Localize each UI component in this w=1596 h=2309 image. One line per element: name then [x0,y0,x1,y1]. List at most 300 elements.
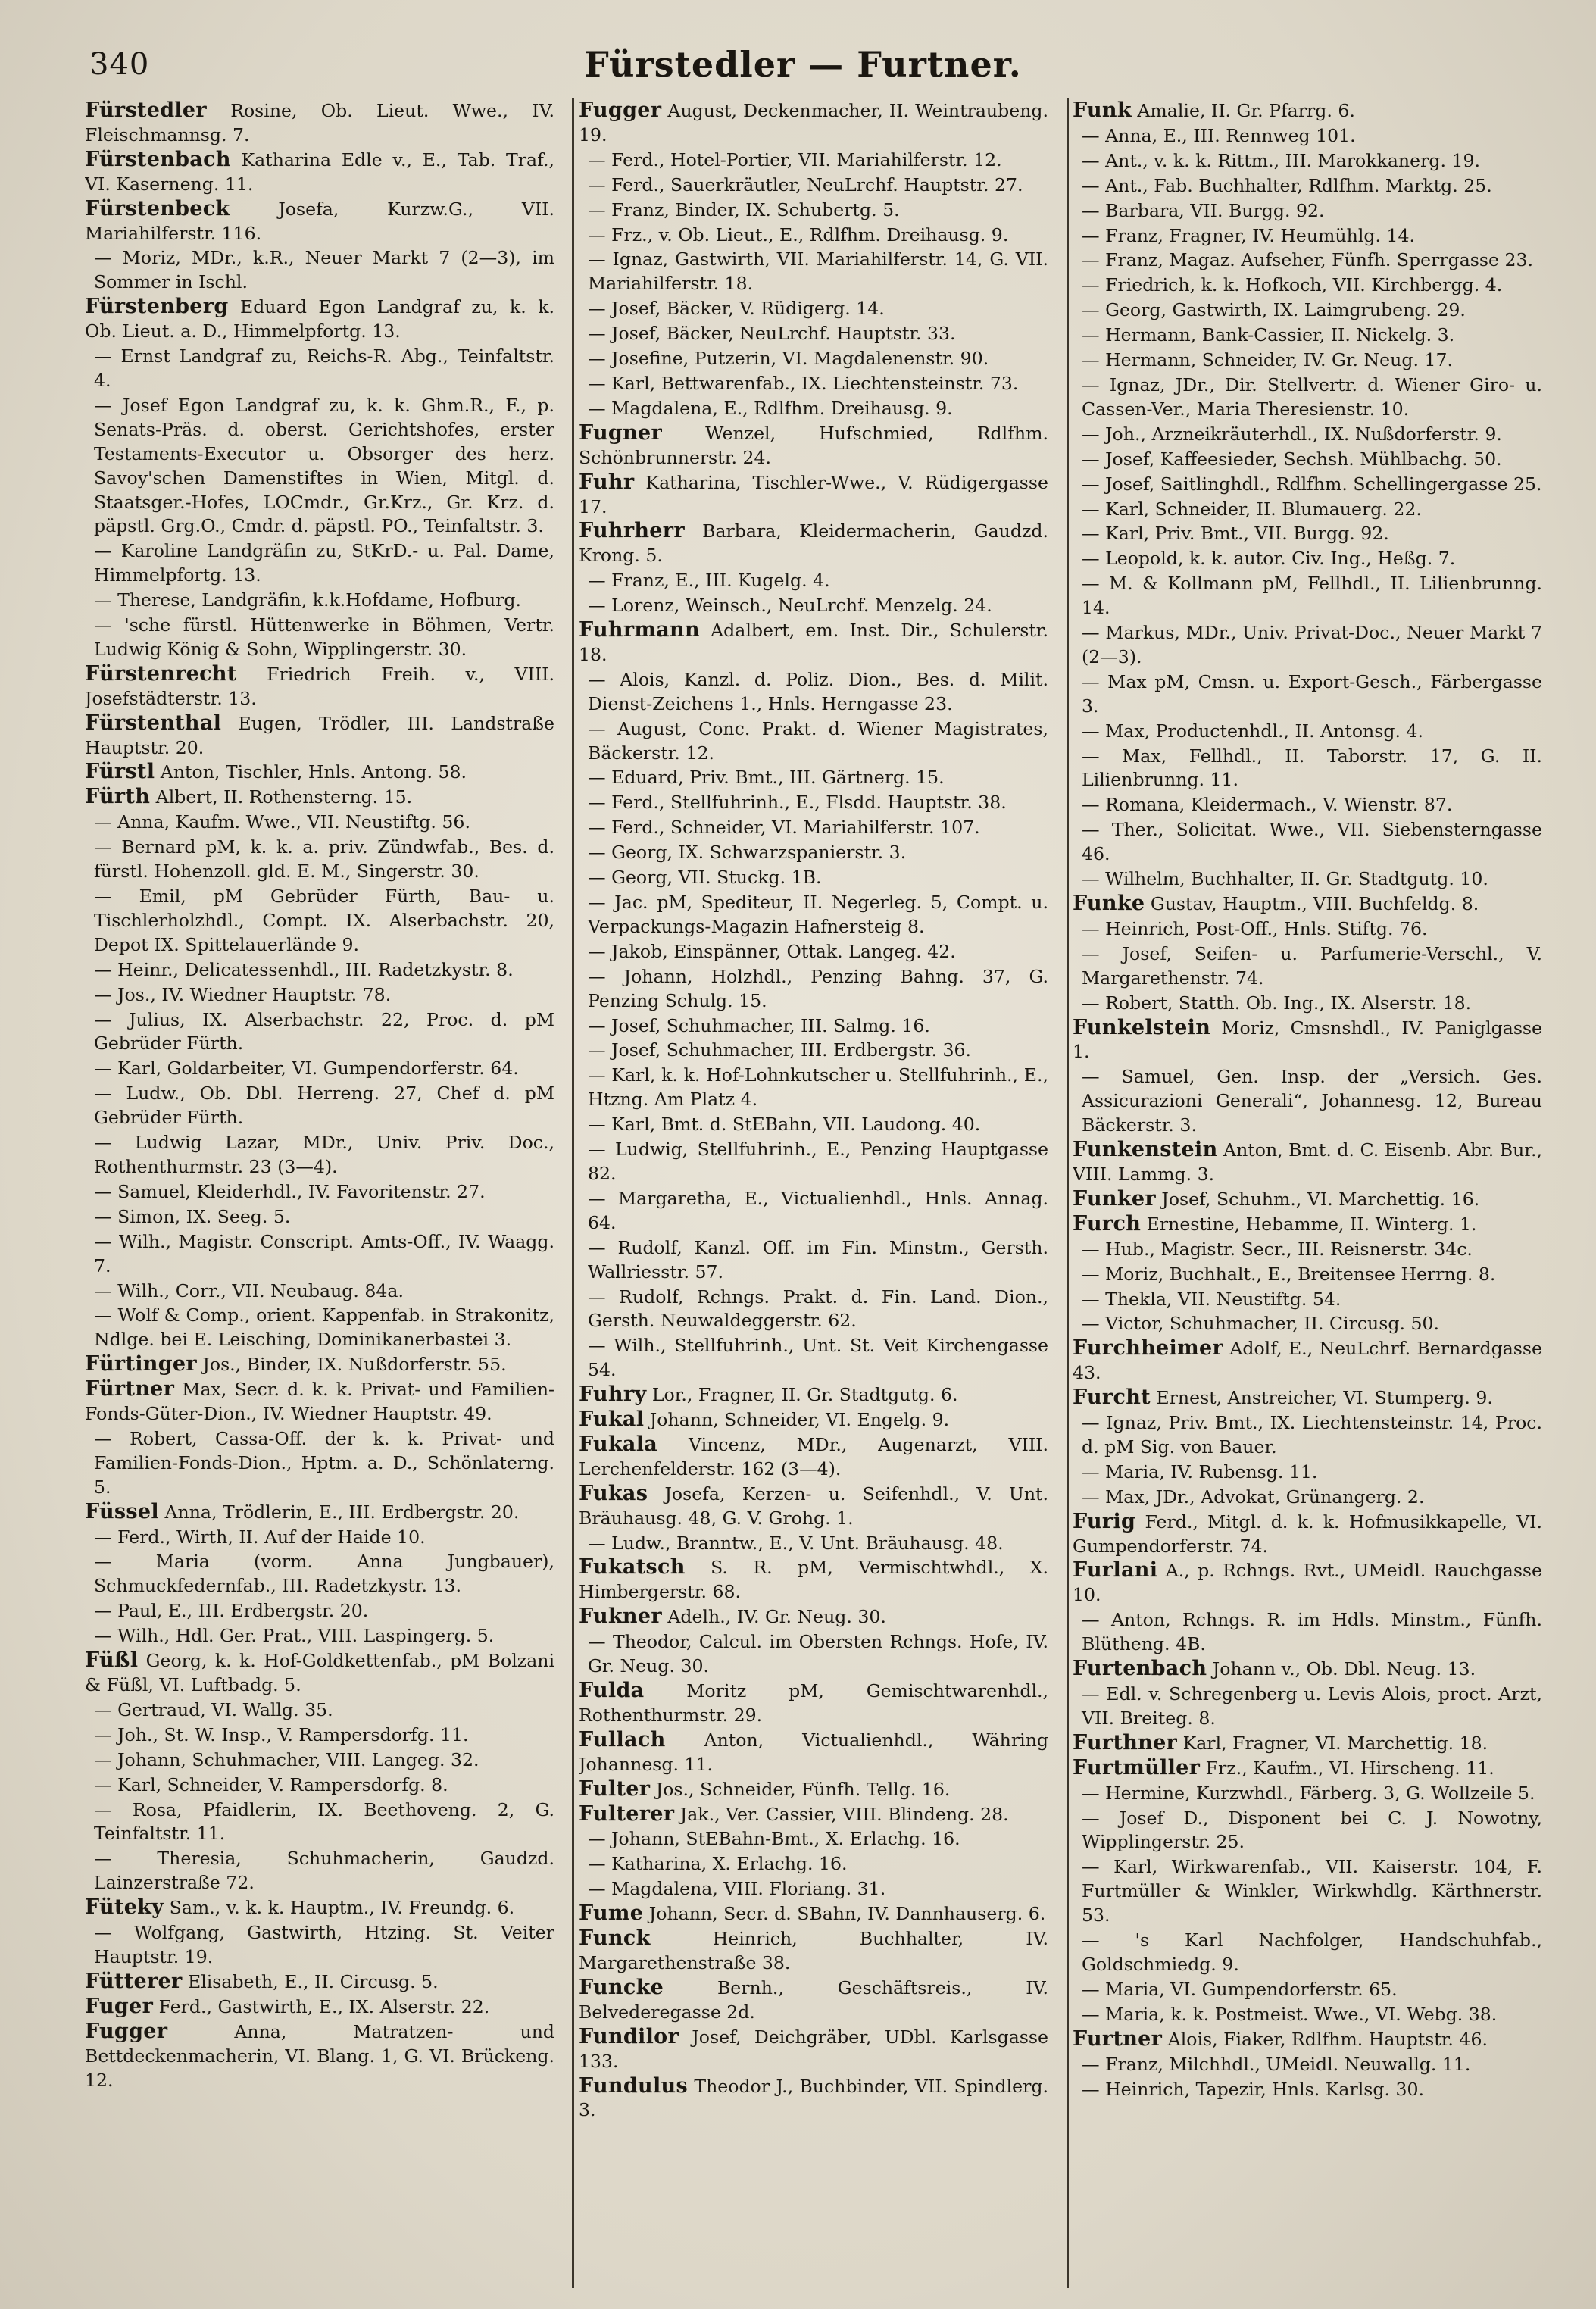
directory-entry [85,1623,554,1648]
entry-surname: Funke [1073,892,1145,915]
entry-details: Alois, Fiaker, Rdlfhm. Hauptstr. 46. [1162,2028,1488,2050]
entry-details: Anton, Victualienhdl., Währing Johannesg. 11. [579,1729,1048,1775]
directory-entry [1073,2002,1542,2027]
entry-details: — Anton, Rchngs. R. im Hdls. Minstm., Fünfh. Blütheng. 4B. [1082,1609,1542,1655]
entry-details: Josef, Schuhm., VI. Marchettig. 16. [1155,1188,1480,1210]
entry-details: Heinrich, Buchhalter, IV. Margarethenstraße 38. [579,1928,1048,1973]
directory-entry [579,1926,1048,1976]
entry-surname: Fürstenbach [85,147,231,171]
entry-details: — Julius, IX. Alserbachstr. 22, Proc. d. pM Gebrüder Fürth. [94,1008,554,1055]
entry-details: Ernest, Anstreicher, VI. Stumperg. 9. [1150,1387,1493,1409]
entry-details: — Jac. pM, Spediteur, II. Negerleg. 5, Compt. u. Verpackungs-Magazin Hafnersteig 8. [588,892,1048,937]
directory-entry [1073,1460,1542,1485]
entry-details: — Ferd., Stellfuhrinh., E., Flsdd. Hauptstr. 38. [588,792,1007,814]
directory-entry [85,785,554,810]
entry-details: — Magdalena, VIII. Floriang. 31. [588,1878,886,1900]
entry-details: — Ernst Landgraf zu, Reichs-R. Abg., Teinfaltstr. 4. [94,345,554,391]
directory-entry [85,1303,554,1352]
directory-entry [579,865,1048,890]
entry-details: — Max, JDr., Advokat, Grünangerg. 2. [1082,1486,1425,1508]
entry-details: — Karl, Bmt. d. StEBahn, VII. Laudong. 40. [588,1114,981,1136]
directory-entry [1073,546,1542,571]
directory-entry [579,371,1048,396]
entry-surname: Fundulus [579,2073,688,2098]
entry-details: — Max, Productenhdl., II. Antonsg. 4. [1082,720,1423,742]
entry-details: — Karoline Landgräfin zu, StKrD.- u. Pal. Dame, Himmelpfortg. 13. [94,540,554,586]
entry-details: — Jos., IV. Wiedner Hauptstr. 78. [94,983,392,1005]
entry-details: — Karl, Schneider, II. Blumauerg. 22. [1082,498,1422,520]
directory-entry [579,519,1048,568]
directory-entry [579,396,1048,421]
entry-details: Ernestine, Hebamme, II. Winterg. 1. [1141,1213,1477,1235]
directory-entry [579,1186,1048,1236]
entry-details: — Johann, Schuhmacher, VIII. Langeg. 32. [94,1748,479,1770]
entry-details: — Robert, Cassa-Off. der k. k. Privat- und Familien-Fonds-Dion., Hptm. a. D., Schönlaterng. 5. [94,1427,554,1498]
directory-entry [1073,1138,1542,1187]
page-number: 340 [89,47,150,82]
directory-entry [1073,1928,1542,1977]
directory-entry [1073,670,1542,719]
directory-entry [85,344,554,393]
entry-surname: Fulterer [579,1801,675,1826]
directory-entry [85,588,554,613]
entry-surname: Fuhrherr [579,519,685,543]
entry-details: August, Deckenmacher, II. Weintraubeng. 19. [579,100,1048,145]
entry-details: — Ferd., Sauerkräutler, NeuLrchf. Hauptstr. 27. [588,173,1023,195]
entry-details: Elisabeth, E., II. Circusg. 5. [182,1970,439,1992]
entry-surname: Furtmüller [1073,1755,1201,1779]
directory-entry [579,1826,1048,1851]
entry-details: Johann, Schneider, VI. Engelg. 9. [644,1409,950,1431]
directory-entry [85,1081,554,1130]
directory-entry [1073,1336,1542,1386]
entry-details: — Hub., Magistr. Secr., III. Reisnerstr. 34c. [1082,1238,1473,1260]
directory-entry [579,1333,1048,1383]
directory-entry [85,1130,554,1179]
entry-details: — Josef, Bäcker, V. Rüdigerg. 14. [588,298,885,320]
entry-details: Jos., Binder, IX. Nußdorferstr. 55. [196,1354,507,1376]
directory-entry [579,321,1048,346]
entry-details: Albert, II. Rothensterng. 15. [150,786,413,808]
entry-surname: Fürstl [85,760,155,784]
entry-details: — Max, Fellhdl., II. Taborstr. 17, G. II. Lilienbrunng. 11. [1082,745,1542,791]
entry-details: Johann, Secr. d. SBahn, IV. Dannhauserg. 6. [643,1903,1046,1925]
entry-details: Barbara, Kleidermacherin, Gaudzd. Krong. 5. [579,520,1048,567]
entry-details: — Rudolf, Rchngs. Prakt. d. Fin. Land. Dion., Gersth. Neuwaldeggerstr. 62. [588,1286,1048,1332]
directory-entry [579,198,1048,223]
entry-details: Anton, Tischler, Hnls. Antong. 58. [155,761,467,783]
entry-details: Friedrich Freih. v., VIII. Josefstädterstr. 13. [85,663,554,709]
entry-details: — Karl, Schneider, V. Rampersdorfg. 8. [94,1773,448,1795]
directory-entry [85,197,554,246]
entry-details: — Theresia, Schuhmacherin, Gaudzd. Lainzerstraße 72. [94,1848,554,1894]
directory-entry [1073,719,1542,744]
entry-details: Eduard Egon Landgraf zu, k. k. Ob. Lieut. a. D., Himmelpfortg. 13. [85,296,554,342]
directory-entry [1073,1287,1542,1312]
entry-surname: Fundilor [579,2024,679,2048]
directory-entry [85,1920,554,1970]
entry-details: — Ferd., Schneider, VI. Mariahilferstr. 107. [588,817,980,839]
directory-entry [1073,472,1542,497]
entry-surname: Funcke [579,1975,664,1999]
directory-entry [579,98,1048,148]
entry-surname: Füteky [85,1895,164,1920]
directory-entry [1073,173,1542,198]
directory-entry [85,295,554,344]
entry-details: — Wilh., Corr., VII. Neubaug. 84a. [94,1279,404,1301]
entry-details: — Emil, pM Gebrüder Fürth, Bau- u. Tischlerholzhdl., Compt. IX. Alserbachstr. 20, Depot IX. Spittelauerlände 9. [94,886,554,955]
entry-details: — Barbara, VII. Burgg. 92. [1082,199,1325,221]
directory-entry [85,613,554,662]
entry-details: S. R. pM, Vermischtwhdl., X. Himbergerstr. 68. [579,1557,1048,1603]
entry-details: — Josef Egon Landgraf zu, k. k. Ghm.R., F., p. Senats-Präs. d. oberst. Gerichtshofes, erster Testaments-Executor u. Obsorger des herz. Savoy'schen Damenstiftes in Wien, Mitgl. d. Staatsger.-Hofes, LOCmdr., Gr.Krz., Gr. Krz. d. päpstl. Grg.O., Cmdr. d. päpstl. PO., Teinfaltstr. 3. [94,394,554,537]
directory-entry [85,958,554,983]
entry-surname: Fukala [579,1432,658,1456]
directory-entry [1073,867,1542,892]
entry-surname: Fukal [579,1408,645,1432]
entry-details: — Wilhelm, Buchhalter, II. Gr. Stadtgutg. 10. [1082,868,1488,890]
directory-entry [85,1598,554,1623]
directory-entry [1073,298,1542,323]
directory-entry [579,1555,1048,1604]
entry-details: — Joh., Arzneikräuterhdl., IX. Nußdorferstr. 9. [1082,423,1502,445]
directory-entry [85,1179,554,1204]
entry-surname: Furtenbach [1073,1657,1207,1681]
entry-details: Ferd., Mitgl. d. k. k. Hofmusikkapelle, VI. Gumpendorferstr. 74. [1073,1511,1542,1557]
entry-surname: Fütterer [85,1969,183,1993]
directory-entry [1073,1608,1542,1657]
entry-details: — Katharina, X. Erlachg. 16. [588,1853,848,1875]
directory-entry [579,964,1048,1014]
entry-surname: Fürth [85,785,151,809]
entry-details: Max, Secr. d. k. k. Privat- und Familien-Fonds-Güter-Dion., IV. Wiedner Hauptstr. 49. [85,1379,554,1425]
directory-entry [1073,323,1542,348]
directory-entry [85,810,554,835]
entry-details: — Georg, VII. Stuckg. 1B. [588,867,822,889]
entry-surname: Fuhrmann [579,618,700,642]
directory-entry [579,1728,1048,1777]
directory-entry [1073,817,1542,867]
directory-entry [1073,1311,1542,1336]
directory-entry [579,223,1048,248]
directory-entry [1073,223,1542,248]
directory-entry [579,1679,1048,1728]
entry-details: — Maria, k. k. Postmeist. Wwe., VI. Webg. 38. [1082,2003,1498,2025]
directory-entry [1073,2077,1542,2102]
entry-details: — Lorenz, Weinsch., NeuLrchf. Menzelg. 24. [588,595,992,617]
directory-entry [1073,123,1542,148]
entry-surname: Fürstenrecht [85,661,237,686]
directory-entry [1073,373,1542,422]
entry-surname: Fürstenberg [85,295,229,319]
entry-details: — Wilh., Stellfuhrinh., Unt. St. Veit Kirchengasse 54. [588,1335,1048,1381]
directory-entry [579,667,1048,717]
directory-entry [1073,2027,1542,2052]
column-right [1073,98,1542,2288]
entry-surname: Furchheimer [1073,1336,1223,1361]
directory-entry [579,815,1048,840]
directory-entry [579,1629,1048,1679]
directory-entry [1073,892,1542,917]
entry-surname: Fume [579,1901,644,1926]
directory-entry [85,1895,554,1920]
entry-surname: Funk [1073,98,1132,122]
directory-entry [579,1038,1048,1063]
entry-details: — Ferd., Hotel-Portier, VII. Mariahilferstr. 12. [588,148,1002,170]
directory-entry [579,421,1048,470]
directory-entry [579,568,1048,593]
entry-details: Josefa, Kurzw.G., VII. Mariahilferstr. 116. [85,198,554,244]
entry-details: — Simon, IX. Seeg. 5. [94,1205,291,1227]
entry-surname: Fuger [85,1994,154,2018]
entry-surname: Furlani [1073,1558,1158,1583]
entry-surname: Fullach [579,1727,666,1751]
entry-details: — Leopold, k. k. autor. Civ. Ing., Heßg. 7. [1082,548,1456,570]
entry-details: — Ignaz, JDr., Dir. Stellvertr. d. Wiener Giro- u. Cassen-Ver., Maria Theresienstr. 10. [1082,373,1542,420]
directory-entry [1073,620,1542,670]
entry-surname: Furch [1073,1211,1142,1236]
entry-details: — Ignaz, Priv. Bmt., IX. Liechtensteinstr. 14, Proc. d. pM Sig. von Bauer. [1082,1412,1542,1458]
directory-entry [85,884,554,958]
directory-entry [1073,1781,1542,1806]
directory-entry [85,1773,554,1798]
entry-details: — Rudolf, Kanzl. Off. im Fin. Minstm., Gersth. Wallriesstr. 57. [588,1236,1048,1283]
entry-details: — Anna, Kaufm. Wwe., VII. Neustiftg. 56. [94,811,470,833]
directory-entry [579,1604,1048,1629]
directory-entry [1073,2052,1542,2077]
entry-details: — Maria, IV. Rubensg. 11. [1082,1461,1318,1483]
directory-entry [1073,148,1542,173]
directory-entry [1073,1682,1542,1731]
column-left [85,98,554,2288]
directory-entry [1073,248,1542,273]
entry-details: Josef, Deichgräber, UDbl. Karlsgasse 133. [579,2026,1048,2072]
directory-entry [579,1383,1048,1408]
directory-entry [579,939,1048,964]
entry-details: Anton, Bmt. d. C. Eisenb. Abr. Bur., VIII. Lammg. 3. [1073,1139,1542,1185]
directory-entry [85,711,554,761]
entry-details: — Franz, Fragner, IV. Heumühlg. 14. [1082,224,1415,246]
directory-entry [579,247,1048,296]
directory-entry [579,1777,1048,1802]
directory-entry [1073,198,1542,223]
entry-details: — Maria (vorm. Anna Jungbauer), Schmuckfedernfab., III. Radetzkystr. 13. [94,1551,554,1597]
entry-details: — Karl, Priv. Bmt., VII. Burgg. 92. [1082,523,1389,545]
entry-surname: Fürstenthal [85,711,222,735]
entry-surname: Fukatsch [579,1555,686,1579]
entry-details: Johann v., Ob. Dbl. Neug. 13. [1207,1658,1476,1680]
directory-entry [85,1648,554,1698]
entry-details: — 'sche fürstl. Hüttenwerke in Böhmen, Vertr. Ludwig König & Sohn, Wipplingerstr. 30. [94,614,554,660]
entry-details: — Georg, Gastwirth, IX. Laimgrubeng. 29. [1082,299,1466,321]
entry-surname: Füssel [85,1499,159,1523]
directory-entry [85,1995,554,2020]
entry-details: Rosine, Ob. Lieut. Wwe., IV. Fleischmannsg. 7. [85,100,554,145]
entry-details: — Romana, Kleidermach., V. Wienstr. 87. [1082,794,1453,816]
directory-entry [1073,917,1542,942]
entry-details: — Georg, IX. Schwarzspanierstr. 3. [588,842,907,864]
directory-columns [85,98,1547,2288]
entry-details: Gustav, Hauptm., VIII. Buchfeldg. 8. [1145,893,1479,914]
directory-entry [1073,98,1542,123]
directory-entry [1073,1386,1542,1411]
entry-details: — Ant., Fab. Buchhalter, Rdlfhm. Marktg. 25. [1082,174,1492,196]
directory-entry [579,1802,1048,1827]
directory-entry [1073,1977,1542,2002]
directory-entry [1073,991,1542,1016]
directory-entry [1073,521,1542,546]
entry-details: — Heinr., Delicatessenhdl., III. Radetzkystr. 8. [94,958,514,980]
directory-entry [579,1976,1048,2025]
entry-details: Sam., v. k. k. Hauptm., IV. Freundg. 6. [164,1897,515,1919]
directory-entry [85,662,554,711]
directory-entry [85,1798,554,1847]
directory-entry [579,2074,1048,2123]
directory-entry [85,1970,554,1995]
entry-details: Karl, Fragner, VI. Marchettig. 18. [1177,1732,1488,1754]
entry-details: Adolf, E., NeuLchrf. Bernardgasse 43. [1073,1338,1542,1384]
entry-details: — Ludwig, Stellfuhrinh., E., Penzing Hauptgasse 82. [588,1139,1048,1184]
entry-details: Adelh., IV. Gr. Neug. 30. [661,1606,886,1628]
entry-details: — Franz, Magaz. Aufseher, Fünfh. Sperrgasse 23. [1082,249,1533,271]
entry-details: Ferd., Gastwirth, E., IX. Alserstr. 22. [153,1995,490,2017]
directory-entry [1073,1558,1542,1608]
directory-entry [1073,1187,1542,1212]
entry-surname: Fürstedler [85,98,207,122]
entry-details: — Samuel, Gen. Insp. der „Versich. Ges. Assicurazioni Generali“, Johannesg. 12, Bureau Bäckerstr. 3. [1082,1066,1542,1136]
entry-surname: Fürtner [85,1377,175,1401]
entry-details: — Rosa, Pfaidlerin, IX. Beethoveng. 2, G. Teinfaltstr. 11. [94,1798,554,1845]
entry-details: Katharina Edle v., E., Tab. Traf., VI. Kaserneng. 11. [85,148,554,195]
entry-surname: Fürstenbeck [85,196,230,220]
entry-details: — Johann, Holzhdl., Penzing Bahng. 37, G. Penzing Schulg. 15. [588,965,1048,1011]
entry-details: — Wolf & Comp., orient. Kappenfab. in Strakonitz, Ndlge. bei E. Leisching, Dominikanerbastei 3. [94,1304,554,1351]
entry-surname: Fürtinger [85,1352,197,1376]
directory-entry [85,1549,554,1598]
entry-surname: Furig [1073,1509,1136,1533]
directory-entry [85,1377,554,1426]
entry-details: — Ferd., Wirth, II. Auf der Haide 10. [94,1526,426,1548]
directory-entry [1073,497,1542,522]
entry-details: — Josef D., Disponent bei C. J. Nowotny, Wipplingerstr. 25. [1082,1807,1542,1853]
directory-entry [85,1525,554,1550]
directory-entry [1073,1854,1542,1928]
directory-entry [85,2020,554,2093]
directory-entry [85,1698,554,1723]
entry-surname: Funker [1073,1186,1156,1211]
entry-surname: Funck [579,1926,651,1951]
directory-entry [1073,1262,1542,1287]
directory-entry [579,1014,1048,1039]
entry-details: — Franz, Milchhdl., UMeidl. Neuwallg. 11. [1082,2053,1471,2075]
directory-entry [579,470,1048,520]
directory-entry [85,1748,554,1773]
directory-entry [85,1229,554,1279]
directory-entry [85,98,554,148]
entry-details: — Max pM, Cmsn. u. Export-Gesch., Färbergasse 3. [1082,670,1542,717]
directory-entry [579,717,1048,766]
entry-surname: Fugger [579,98,662,122]
entry-details: Katharina, Tischler-Wwe., V. Rüdigergasse 17. [579,471,1048,517]
directory-entry [579,1482,1048,1531]
directory-entry [1073,792,1542,817]
directory-entry [1073,942,1542,991]
directory-entry [579,148,1048,173]
entry-surname: Furcht [1073,1386,1151,1410]
directory-entry [85,835,554,884]
entry-details: — Heinrich, Tapezir, Hnls. Karlsg. 30. [1082,2078,1424,2100]
entry-surname: Fugner [579,420,663,445]
directory-entry [579,593,1048,618]
directory-entry [85,1846,554,1895]
directory-entry [85,1056,554,1081]
entry-surname: Fuhr [579,470,635,494]
directory-entry [85,393,554,539]
entry-details: — Theodor, Calcul. im Obersten Rchngs. Hofe, IV. Gr. Neug. 30. [588,1631,1048,1677]
directory-entry [1073,1485,1542,1510]
entry-details: — Therese, Landgräfin, k.k.Hofdame, Hofburg. [94,589,522,611]
entry-surname: Fuhry [579,1383,647,1407]
entry-details: — Ant., v. k. k. Rittm., III. Marokkanerg. 19. [1082,149,1480,171]
entry-details: — August, Conc. Prakt. d. Wiener Magistrates, Bäckerstr. 12. [588,717,1048,764]
entry-details: — Karl, Wirkwarenfab., VII. Kaiserstr. 104, F. Furtmüller & Winkler, Wirkwhdlg. Kärthnerstr. 53. [1082,1856,1542,1926]
entry-surname: Funkelstein [1073,1015,1211,1039]
entry-details: Jak., Ver. Cassier, VIII. Blindeng. 28. [674,1803,1009,1825]
entry-details: Jos., Schneider, Fünfh. Tellg. 16. [650,1778,951,1800]
entry-details: — Ther., Solicitat. Wwe., VII. Siebensterngasse 46. [1082,819,1542,865]
entry-details: — Josefine, Putzerin, VI. Magdalenenstr. 90. [588,348,989,370]
entry-details: — Franz, Binder, IX. Schubertg. 5. [588,198,900,220]
entry-details: Lor., Fragner, II. Gr. Stadtgutg. 6. [646,1384,958,1406]
entry-surname: Fulda [579,1679,645,1702]
entry-details: — Margaretha, E., Victualienhdl., Hnls. Annag. 64. [588,1187,1048,1233]
entry-details: — Wolfgang, Gastwirth, Htzing. St. Veiter Hauptstr. 19. [94,1922,554,1967]
directory-entry [579,1433,1048,1482]
entry-details: — Ignaz, Gastwirth, VII. Mariahilferstr. 14, G. VII. Mariahilferstr. 18. [588,248,1048,295]
entry-details: — Josef, Saitlinghdl., Rdlfhm. Schellingergasse 25. [1082,473,1542,495]
entry-details: — Karl, k. k. Hof-Lohnkutscher u. Stellfuhrinh., E., Htzng. Am Platz 4. [588,1064,1048,1111]
entry-surname: Fulter [579,1776,651,1801]
column-middle [579,98,1048,2288]
entry-details: — Heinrich, Post-Off., Hnls. Stiftg. 76. [1082,917,1428,939]
directory-entry [1073,1016,1542,1065]
entry-details: — Ludwig Lazar, MDr., Univ. Priv. Doc., Rothenthurmstr. 23 (3—4). [94,1132,554,1177]
entry-details: — 's Karl Nachfolger, Handschuhfab., Goldschmiedg. 9. [1082,1929,1542,1975]
entry-details: — M. & Kollmann pM, Fellhdl., II. Lilienbrunng. 14. [1082,573,1542,619]
entry-details: Frz., Kaufm., VI. Hirscheng. 11. [1200,1757,1494,1779]
directory-entry [1073,1237,1542,1262]
directory-entry [579,890,1048,939]
entry-details: — Wilh., Magistr. Conscript. Amts-Off., IV. Waagg. 7. [94,1230,554,1276]
entry-details: Theodor J., Buchbinder, VII. Spindlerg. 3. [579,2075,1048,2121]
directory-entry [579,1408,1048,1433]
directory-entry [579,2025,1048,2074]
entry-details: — Wilh., Hdl. Ger. Prat., VIII. Laspingerg. 5. [94,1625,495,1647]
entry-surname: Fukner [579,1604,662,1629]
directory-entry [1073,571,1542,620]
entry-details: — Jakob, Einspänner, Ottak. Langeg. 42. [588,940,956,962]
entry-details: — Alois, Kanzl. d. Poliz. Dion., Bes. d. Milit. Dienst-Zeichens 1., Hnls. Herngasse 23. [588,668,1048,714]
entry-details: — Johann, StEBahn-Bmt., X. Erlachg. 16. [588,1828,960,1850]
entry-details: Georg, k. k. Hof-Goldkettenfab., pM Bolzani & Füßl, VI. Luftbadg. 5. [85,1650,554,1695]
entry-details: — Paul, E., III. Erdbergstr. 20. [94,1600,369,1622]
directory-entry [1073,1510,1542,1559]
entry-details: — Hermann, Schneider, IV. Gr. Neug. 17. [1082,349,1453,371]
entry-details: — Karl, Goldarbeiter, VI. Gumpendorferstr. 64. [94,1058,519,1080]
directory-entry [1073,1806,1542,1855]
entry-details: — Josef, Kaffeesieder, Sechsh. Mühlbachg. 50. [1082,448,1502,470]
entry-surname: Füßl [85,1648,139,1673]
